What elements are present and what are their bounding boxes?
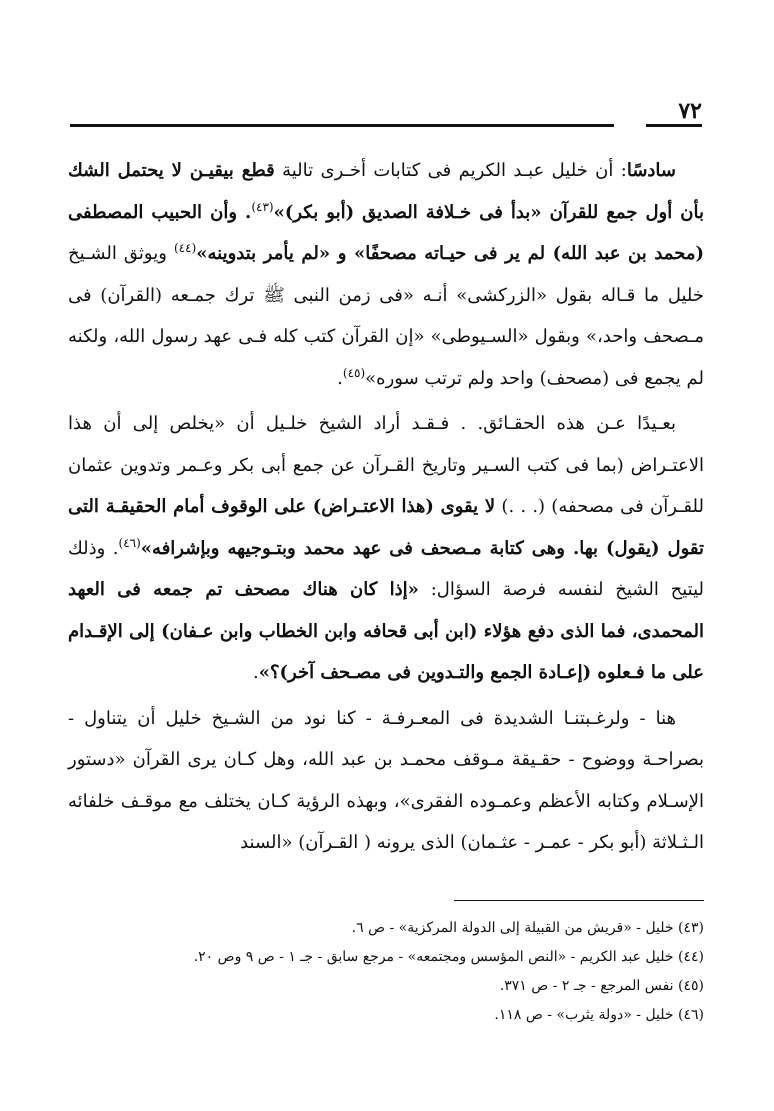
text-run: .: [337, 367, 343, 389]
page-number: ٧٢: [678, 98, 702, 124]
text-run: هنا - ولرغـبتنـا الشديدة فى المعـرفـة - كنا نود من الشـيخ خليل أن يتناول - بصراحـة ووضوح - حقـيقة مـوقف محمـد بن عبد الله، وهل كـان يرى القرآن «دستور الإسـلام وكتابه الأعظم وعمـوده الفقرى»، وبهذه الرؤية كـان يختلف مع موقـف خلفائه الـثـلاثة (أبو بكر - عمـر - عثـمان) الذى يرونه ( القـرآن) «السند: [68, 707, 704, 853]
bold-text: قطع بيقيـن لا يحتمل الشك بأن أول جمع للقرآن «بدأ فى خـلافة الصديق (أبو بكر)»: [68, 160, 705, 223]
bold-text: لا يقوى (هذا الاعتـراض) على الوقوف أمام الحقيقـة التى تقول (يقول) بها. وهى كتابة مـصحف فى عهد محمد وبتـوجيهه وبإشرافه»: [68, 496, 704, 559]
footnotes: [68, 914, 704, 1030]
body-text: [68, 150, 704, 868]
text-run: ويوثق الشـيخ خليل ما قـاله بقول «الزركشى» أنـه «فى زمن النبى ﷺ ترك جمـعه (القرآن) فى مـصحف واحد،» وبقول «السـيوطى» «إن القرآن كتب كله فـى عهد رسول الله، ولكنه لم يجمع فى (مصحف) واحد ولم ترتب سوره»: [68, 243, 704, 389]
paragraph: [68, 698, 704, 864]
footnote: (٤٦) خليل - «دولة يثرب» - ص ١١٨.: [494, 1007, 704, 1023]
page-header: [70, 100, 702, 130]
footnote-reference: (٤٤): [173, 241, 197, 255]
bold-text: سادسًا: [626, 160, 676, 181]
paragraph: [68, 150, 704, 399]
text-run: .: [253, 662, 259, 683]
footnote-reference: (٤٣): [251, 199, 274, 214]
bold-text: . وأن الحبيب المصطفى (محمد بن عبد الله) لم ير فى حيـاته مصحفًا» و «لم يأمر بتدوينه»: [68, 201, 704, 264]
text-run: بعـيدًا عـن هذه الحقـائق. . فـقـد أراد الشيخ خلـيل أن «يخلص إلى أن هذا الاعتـراض (بما فى كتب السـير وتاريخ القـرآن عن جمع أبى بكر وعـمر وتدوين عثمان للقـرآن فى مصحفه) (. . .): [68, 413, 704, 517]
bold-text: «إذا كان هناك مصحف تم جمعه فى العهد المحمدى، فما الذى دفع هؤلاء (ابن أبى قحافه وابن الخطاب وابن عـفان) إلى الإقـدام على ما فـعلوه (إعـادة الجمع والتـدوين فى مصـحف آخر)؟»: [68, 579, 704, 683]
footnote: (٤٥) نفس المرجع - جـ ٢ - ص ٣٧١.: [499, 978, 704, 994]
footnote-separator: [454, 900, 704, 901]
text-run: : أن خليل عبـد الكريم فى كتابات أخـرى تالية: [274, 160, 627, 181]
footnote-reference: (٤٦): [118, 535, 141, 550]
header-rule: [70, 124, 614, 127]
footnote: (٤٤) خليل عبد الكريم - «النص المؤسس ومجتمعه» - مرجع سابق - جـ ١ - ص ٩ وص ٢٠.: [193, 949, 704, 965]
footnote: (٤٣) خليل - «قريش من القبيلة إلى الدولة المركزية» - ص ٦.: [351, 920, 704, 936]
paragraph: [68, 403, 704, 694]
text-run: . وذلك ليتيح الشيخ لنفسه فرصة السؤال:: [68, 537, 705, 600]
header-rule-short: [646, 124, 702, 127]
footnote-reference: (٤٥): [342, 365, 366, 380]
